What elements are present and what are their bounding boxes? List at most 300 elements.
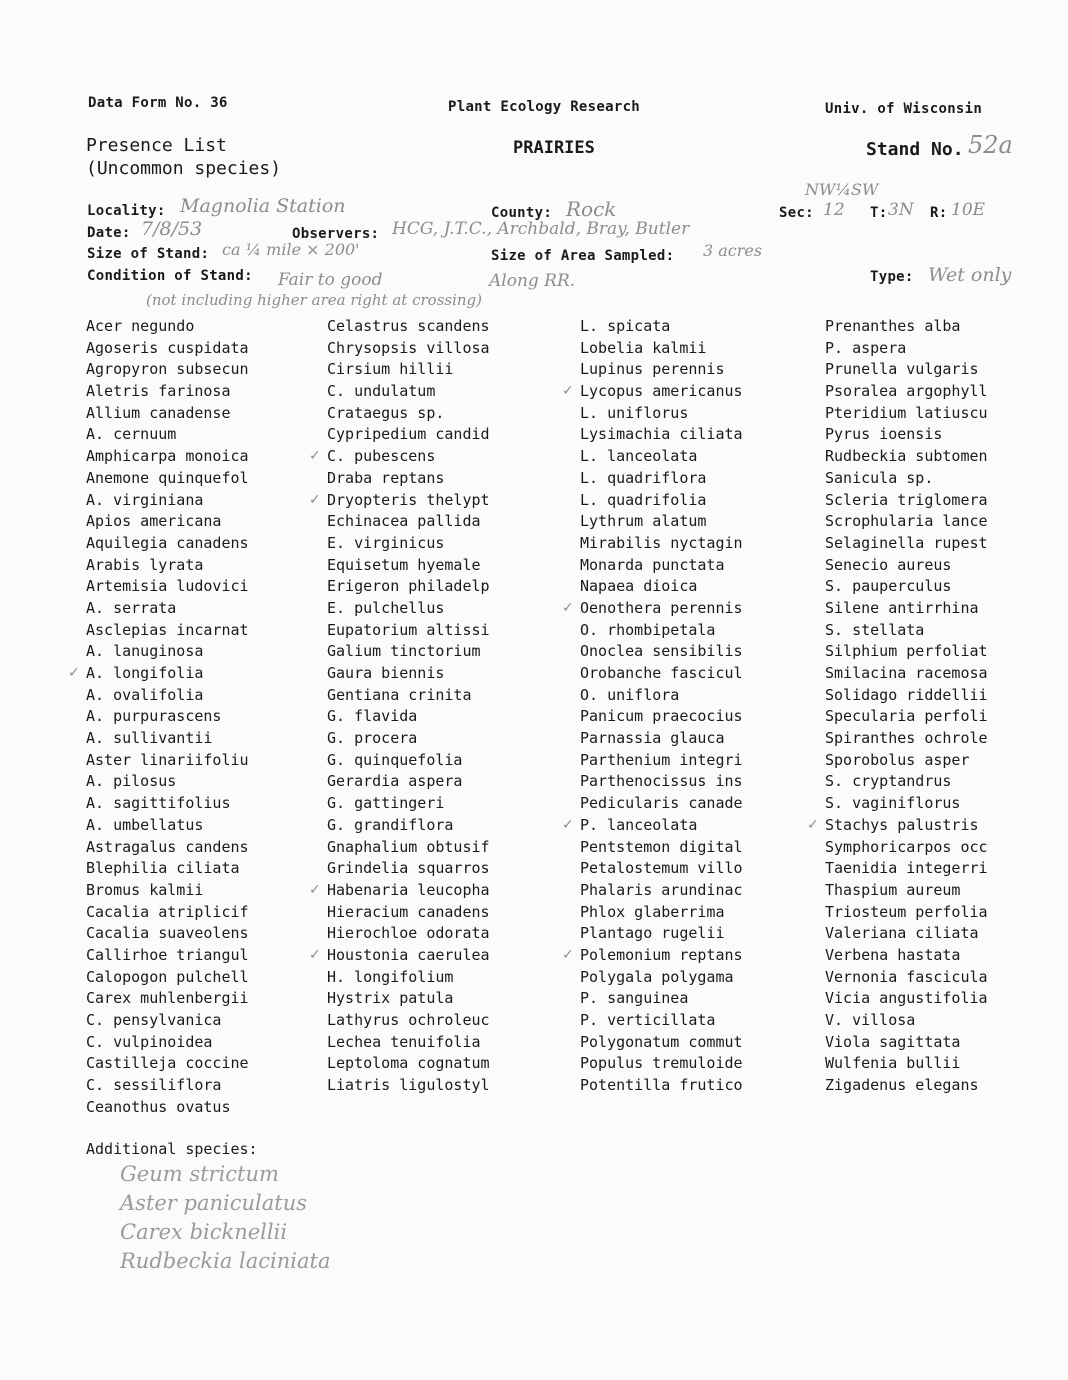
species-name: Polemonium reptans [580, 945, 743, 964]
species-name: Anemone quinquefol [86, 468, 249, 487]
species-entry [86, 446, 249, 468]
species-entry [86, 338, 249, 360]
county-label: County: [491, 205, 553, 221]
species-entry [580, 468, 743, 490]
species-entry [86, 923, 249, 945]
checkmark-icon: ✓ [309, 881, 321, 898]
species-name: Hystrix patula [327, 989, 454, 1008]
species-name: Mirabilis nyctagin [580, 533, 743, 552]
species-entry [825, 793, 988, 815]
species-entry [580, 338, 743, 360]
species-entry [327, 750, 490, 772]
species-entry [309, 880, 490, 902]
species-name: G. grandiflora [327, 815, 454, 834]
species-name: Artemisia ludovici [86, 577, 249, 596]
species-entry [327, 663, 490, 685]
species-entry [327, 793, 490, 815]
species-name: S. vaginiflorus [825, 794, 961, 813]
observers-value: HCG, J.T.C., Archbald, Bray, Butler [392, 219, 690, 239]
species-entry [562, 381, 743, 403]
sec-label: Sec: [779, 205, 814, 221]
locality-label: Locality: [87, 203, 166, 219]
species-name: Hierochloe odorata [327, 924, 490, 943]
species-name: Plantago rugelii [580, 924, 725, 943]
species-entry [86, 403, 249, 425]
species-name: S. cryptandrus [825, 772, 952, 791]
species-name: Smilacina racemosa [825, 664, 988, 682]
species-name: Agoseris cuspidata [86, 338, 249, 357]
species-entry [825, 533, 988, 555]
species-entry [327, 598, 490, 620]
species-name: Napaea dioica [580, 577, 698, 596]
species-name: Hieracium canadens [327, 902, 490, 921]
species-name: Erigeron philadelp [327, 577, 490, 596]
species-entry [825, 685, 988, 707]
species-entry [825, 1053, 988, 1075]
species-entry [86, 945, 249, 967]
species-entry [580, 403, 743, 425]
species-entry [68, 663, 249, 685]
species-entry [86, 424, 249, 446]
species-entry [86, 858, 249, 880]
checkmark-icon: ✓ [562, 946, 574, 963]
species-entry [562, 815, 743, 837]
species-name: Cirsium hillii [327, 360, 454, 379]
species-entry [580, 902, 743, 924]
species-entry [580, 1010, 743, 1032]
species-column-3 [562, 316, 743, 1097]
species-name: Populus tremuloide [580, 1054, 743, 1073]
species-entry [86, 967, 249, 989]
form-number: Data Form No. 36 [88, 95, 228, 111]
species-name: Cacalia atriplicif [86, 902, 249, 921]
additional-species-item: Carex bicknellii [120, 1220, 288, 1244]
checkmark-icon: ✓ [309, 946, 321, 963]
species-name: P. sanguinea [580, 989, 689, 1008]
species-entry [580, 923, 743, 945]
species-entry [309, 945, 490, 967]
species-name: Parthenocissus ins [580, 772, 743, 791]
species-entry [327, 338, 490, 360]
species-name: A. cernuum [86, 425, 177, 444]
species-entry [825, 490, 988, 512]
species-name: Monarda punctata [580, 555, 725, 574]
species-entry [580, 988, 743, 1010]
species-entry [327, 1075, 490, 1097]
species-entry [580, 511, 743, 533]
species-entry [580, 728, 743, 750]
species-name: Agropyron subsecun [86, 360, 249, 379]
species-entry [327, 403, 490, 425]
species-name: Leptoloma cognatum [327, 1054, 490, 1073]
species-entry [825, 468, 988, 490]
species-entry [825, 446, 988, 468]
species-entry [86, 359, 249, 381]
species-entry [825, 598, 988, 620]
species-entry [825, 837, 988, 859]
species-name: Galium tinctorium [327, 642, 481, 661]
species-name: Phalaris arundinac [580, 880, 743, 899]
stand-label: Stand No. [866, 139, 964, 160]
species-name: Cacalia suaveolens [86, 924, 249, 943]
species-name: A. sagittifolius [86, 794, 231, 813]
organization: Plant Ecology Research [448, 99, 641, 115]
species-entry [562, 945, 743, 967]
species-name: Valeriana ciliata [825, 924, 979, 943]
species-name: Echinacea pallida [327, 512, 481, 531]
species-name: Lycopus americanus [580, 382, 743, 401]
species-name: Castilleja coccine [86, 1054, 249, 1073]
species-entry [580, 555, 743, 577]
type-label: Type: [870, 269, 914, 285]
species-entry [86, 576, 249, 598]
species-name: Arabis lyrata [86, 555, 204, 574]
observers-label: Observers: [292, 226, 380, 242]
species-entry [327, 771, 490, 793]
species-entry [580, 576, 743, 598]
species-entry [86, 750, 249, 772]
checkmark-icon: ✓ [309, 448, 321, 465]
species-name: A. pilosus [86, 772, 177, 791]
species-name: A. virginiana [86, 490, 204, 509]
species-entry [825, 1010, 988, 1032]
range-value: 10E [951, 200, 986, 220]
species-name: A. umbellatus [86, 815, 204, 834]
species-entry [580, 750, 743, 772]
species-name: Oenothera perennis [580, 598, 743, 617]
species-name: Apios americana [86, 512, 222, 531]
species-name: Symphoricarpos occ [825, 837, 988, 856]
species-name: Gnaphalium obtusif [327, 837, 490, 856]
species-name: Houstonia caerulea [327, 945, 490, 964]
species-name: Draba reptans [327, 468, 445, 487]
species-entry [86, 793, 249, 815]
species-name: Selaginella rupest [825, 533, 988, 552]
species-name: Ceanothus ovatus [86, 1097, 231, 1116]
species-name: Vernonia fascicula [825, 967, 988, 986]
species-entry [309, 446, 490, 468]
species-entry [580, 1032, 743, 1054]
species-entry [86, 880, 249, 902]
species-name: A. purpurascens [86, 707, 222, 726]
condition-note: Along RR. [489, 271, 576, 291]
species-name: Lechea tenuifolia [327, 1032, 481, 1051]
species-entry [327, 837, 490, 859]
species-name: C. undulatum [327, 382, 436, 401]
size-of-stand-label: Size of Stand: [87, 246, 210, 262]
date-label: Date: [87, 225, 131, 241]
species-name: C. pubescens [327, 447, 436, 466]
checkmark-icon: ✓ [807, 816, 819, 833]
species-name: Gaura biennis [327, 664, 445, 682]
species-name: Lobelia kalmii [580, 338, 707, 357]
additional-species-list [120, 1160, 330, 1276]
condition-value: Fair to good [278, 270, 383, 290]
species-name: Panicum praecocius [580, 707, 743, 726]
species-name: Eupatorium altissi [327, 620, 490, 639]
species-name: Senecio aureus [825, 555, 952, 574]
species-name: Asclepias incarnat [86, 620, 249, 639]
species-name: L. lanceolata [580, 447, 698, 466]
type-value: Wet only [928, 264, 1012, 286]
species-entry [86, 815, 249, 837]
species-entry [580, 424, 743, 446]
species-name: Acer negundo [86, 317, 195, 335]
additional-species-item: Rudbeckia laciniata [120, 1249, 331, 1273]
species-name: Blephilia ciliata [86, 859, 240, 878]
species-entry [86, 902, 249, 924]
species-name: P. lanceolata [580, 815, 698, 834]
species-name: Viola sagittata [825, 1032, 961, 1051]
checkmark-icon: ✓ [562, 383, 574, 400]
species-entry [825, 706, 988, 728]
species-name: L. spicata [580, 317, 671, 335]
species-entry [327, 923, 490, 945]
species-entry [825, 641, 988, 663]
species-entry [825, 1032, 988, 1054]
species-name: Polygonatum commut [580, 1032, 743, 1051]
additional-species-label: Additional species: [86, 1140, 258, 1158]
species-entry [327, 576, 490, 598]
species-entry [327, 511, 490, 533]
species-entry [580, 967, 743, 989]
species-name: Lupinus perennis [580, 360, 725, 379]
species-name: Taenidia integerri [825, 859, 988, 878]
species-name: Habenaria leucopha [327, 880, 490, 899]
species-name: Solidago riddellii [825, 685, 988, 704]
date-value: 7/8/53 [141, 218, 203, 240]
species-entry [86, 1075, 249, 1097]
species-name: Amphicarpa monoica [86, 447, 249, 466]
species-name: L. quadrifolia [580, 490, 707, 509]
species-entry [825, 511, 988, 533]
species-entry [580, 620, 743, 642]
species-name: Pentstemon digital [580, 837, 743, 856]
species-entry [580, 706, 743, 728]
species-entry [327, 1032, 490, 1054]
species-column-2 [309, 316, 490, 1097]
size-of-area-label: Size of Area Sampled: [491, 248, 675, 264]
species-name: Equisetum hyemale [327, 555, 481, 574]
species-name: Lythrum alatum [580, 512, 707, 531]
species-name: Aquilegia canadens [86, 533, 249, 552]
species-name: Psoralea argophyll [825, 382, 988, 401]
species-name: Lathyrus ochroleuc [327, 1011, 490, 1029]
species-name: Aster linariifoliu [86, 750, 249, 769]
species-entry [327, 1053, 490, 1075]
species-name: A. serrata [86, 598, 177, 617]
species-entry [580, 793, 743, 815]
species-entry [86, 1032, 249, 1054]
species-name: C. pensylvanica [86, 1011, 222, 1029]
species-entry [825, 555, 988, 577]
condition-note-2: (not including higher area right at crossing) [146, 291, 482, 309]
species-name: Dryopteris thelypt [327, 490, 490, 509]
range-label: R: [930, 205, 948, 221]
checkmark-icon: ✓ [68, 665, 80, 681]
species-entry [86, 706, 249, 728]
township-label: T: [870, 205, 888, 221]
species-name: S. stellata [825, 620, 925, 639]
species-name: Sporobolus asper [825, 750, 970, 769]
species-entry [327, 555, 490, 577]
species-entry [825, 728, 988, 750]
species-name: Pedicularis canade [580, 794, 743, 813]
locality-value: Magnolia Station [180, 195, 346, 217]
species-name: Pyrus ioensis [825, 425, 943, 444]
condition-label: Condition of Stand: [87, 268, 253, 284]
species-entry [86, 1053, 249, 1075]
species-entry [825, 338, 988, 360]
species-entry [580, 359, 743, 381]
species-name: A. longifolia [86, 664, 204, 682]
species-column-4 [807, 316, 988, 1097]
species-name: Phlox glaberrima [580, 902, 725, 921]
species-name: L. quadriflora [580, 468, 707, 487]
species-entry [825, 1075, 988, 1097]
species-name: Spiranthes ochrole [825, 729, 988, 748]
species-entry [825, 902, 988, 924]
species-entry [86, 381, 249, 403]
species-name: Silphium perfoliat [825, 642, 988, 661]
species-entry [86, 685, 249, 707]
species-name: L. uniflorus [580, 403, 689, 422]
species-entry [580, 1053, 743, 1075]
species-entry [580, 858, 743, 880]
species-entry [327, 902, 490, 924]
species-entry [86, 316, 249, 338]
species-entry [86, 468, 249, 490]
species-name: Vicia angustifolia [825, 989, 988, 1008]
township-value: 3N [888, 200, 914, 220]
species-entry [327, 468, 490, 490]
species-entry [580, 880, 743, 902]
species-entry [86, 641, 249, 663]
species-name: Petalostemum villo [580, 859, 743, 878]
species-name: Wulfenia bullii [825, 1054, 961, 1073]
university: Univ. of Wisconsin [825, 101, 983, 117]
species-entry [86, 620, 249, 642]
stand-value: 52a [968, 131, 1013, 159]
species-entry [825, 923, 988, 945]
species-entry [86, 490, 249, 512]
species-name: E. virginicus [327, 533, 445, 552]
species-entry [327, 967, 490, 989]
species-name: G. quinquefolia [327, 750, 463, 769]
species-name: Astragalus candens [86, 837, 249, 856]
species-name: Sanicula sp. [825, 468, 934, 487]
species-entry [580, 1075, 743, 1097]
species-name: Thaspium aureum [825, 880, 961, 899]
species-entry [86, 1010, 249, 1032]
species-name: Allium canadense [86, 403, 231, 422]
species-name: Prenanthes alba [825, 317, 961, 335]
species-entry [327, 815, 490, 837]
species-entry [825, 988, 988, 1010]
species-entry [86, 1097, 249, 1119]
species-name: Carex muhlenbergii [86, 989, 249, 1008]
category-title: PRAIRIES [513, 138, 595, 158]
species-name: Zigadenus elegans [825, 1076, 979, 1095]
species-name: Parnassia glauca [580, 729, 725, 748]
species-name: O. uniflora [580, 685, 680, 704]
species-entry [580, 641, 743, 663]
additional-species-item: Geum strictum [120, 1162, 279, 1186]
species-name: A. sullivantii [86, 729, 213, 748]
species-entry [327, 685, 490, 707]
species-name: O. rhombipetala [580, 620, 716, 639]
species-entry [580, 533, 743, 555]
species-entry [580, 316, 743, 338]
species-entry [327, 316, 490, 338]
species-name: G. flavida [327, 707, 418, 726]
species-entry [825, 880, 988, 902]
species-entry [825, 771, 988, 793]
species-name: Stachys palustris [825, 815, 979, 834]
species-entry [562, 598, 743, 620]
species-name: Calopogon pulchell [86, 967, 249, 986]
species-entry [825, 316, 988, 338]
species-name: E. pulchellus [327, 598, 445, 617]
species-name: Crataegus sp. [327, 403, 445, 422]
species-entry [580, 663, 743, 685]
species-name: Callirhoe triangul [86, 945, 249, 964]
species-entry [327, 988, 490, 1010]
size-of-stand-value: ca ¼ mile × 200' [222, 240, 360, 259]
species-entry [86, 598, 249, 620]
species-name: Pteridium latiuscu [825, 403, 988, 422]
species-entry [825, 663, 988, 685]
species-name: Scrophularia lance [825, 512, 988, 531]
species-entry [327, 381, 490, 403]
species-name: Specularia perfoli [825, 707, 988, 726]
species-entry [825, 403, 988, 425]
species-name: G. procera [327, 729, 418, 748]
species-entry [825, 858, 988, 880]
size-of-area-value: 3 acres [703, 241, 763, 260]
species-entry [825, 359, 988, 381]
species-name: Parthenium integri [580, 750, 743, 769]
species-name: Gerardia aspera [327, 772, 463, 791]
species-entry [86, 555, 249, 577]
species-name: Liatris ligulostyl [327, 1076, 490, 1095]
species-name: Orobanche fascicul [580, 664, 743, 682]
species-name: G. gattingeri [327, 794, 445, 813]
species-name: Bromus kalmii [86, 880, 204, 899]
species-name: Chrysopsis villosa [327, 338, 490, 357]
species-entry [807, 815, 988, 837]
species-name: C. vulpinoidea [86, 1032, 213, 1051]
species-column-1 [68, 316, 249, 1118]
species-entry [327, 728, 490, 750]
species-name: S. pauperculus [825, 577, 952, 596]
species-entry [825, 424, 988, 446]
species-entry [327, 359, 490, 381]
species-entry [580, 685, 743, 707]
species-entry [825, 750, 988, 772]
species-entry [309, 490, 490, 512]
species-name: Onoclea sensibilis [580, 642, 743, 661]
species-entry [580, 490, 743, 512]
species-name: Prunella vulgaris [825, 360, 979, 379]
species-entry [327, 858, 490, 880]
checkmark-icon: ✓ [562, 599, 574, 616]
species-entry [825, 381, 988, 403]
list-subtitle: (Uncommon species) [86, 158, 282, 179]
species-name: H. longifolium [327, 967, 454, 986]
species-name: Rudbeckia subtomen [825, 447, 988, 466]
species-entry [327, 706, 490, 728]
